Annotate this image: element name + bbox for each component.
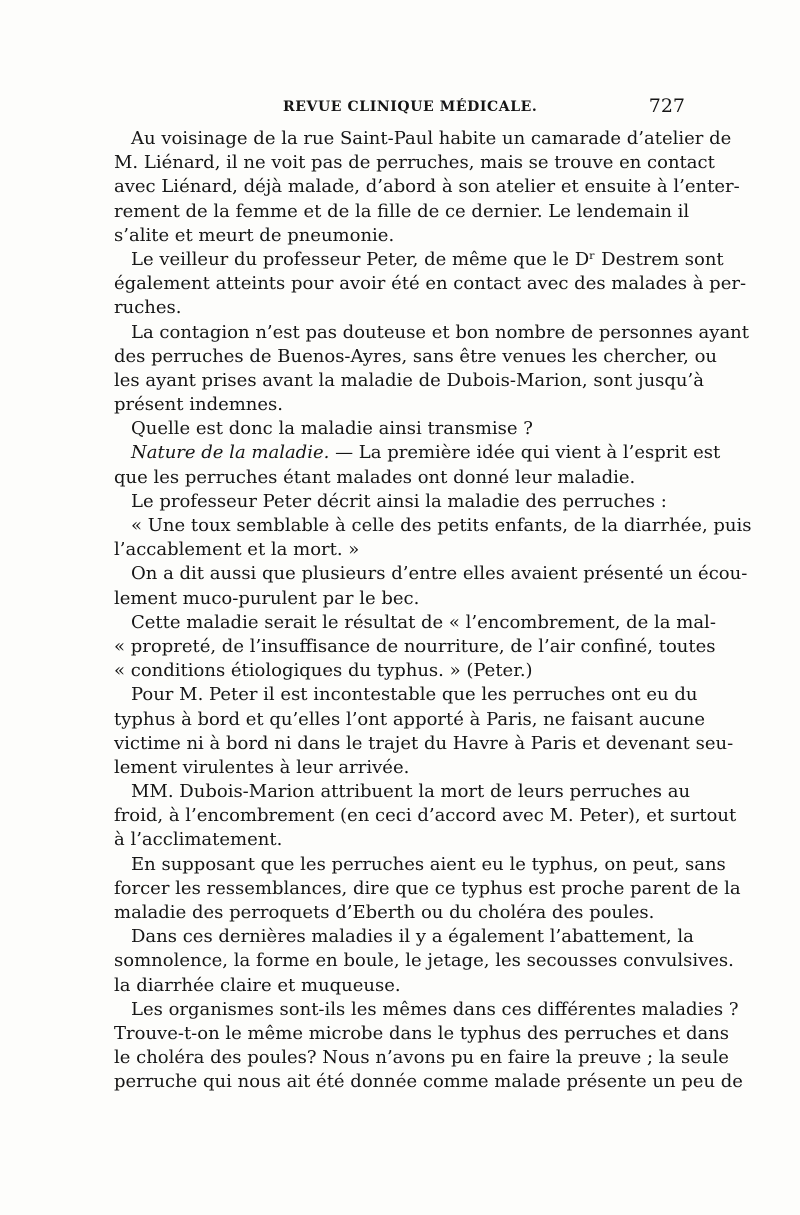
line-text: « conditions étiologiques du typhus. » (Peter.) — [114, 660, 533, 682]
text-line — [114, 514, 752, 538]
line-text: le choléra des poules? Nous n’avons pu en faire la preuve ; la seule — [114, 1047, 729, 1069]
text-line — [114, 732, 734, 756]
line-text: On a dit aussi que plusieurs d’entre elles avaient présenté un écou- — [131, 563, 748, 585]
line-text: que les perruches étant malades ont donné leur maladie. — [114, 466, 636, 488]
line-text: Les organismes sont-ils les mêmes dans ces différentes maladies ? — [131, 998, 739, 1020]
text-line — [114, 175, 740, 199]
line-text: Trouve-t-on le même microbe dans le typhus des perruches et dans — [114, 1022, 730, 1044]
running-title: REVUE CLINIQUE MÉDICALE. — [283, 99, 538, 115]
text-line — [114, 200, 690, 224]
line-text: également atteints pour avoir été en contact avec des malades à per- — [114, 273, 747, 295]
text-line — [114, 538, 686, 562]
text-line — [114, 635, 716, 659]
line-text: l’accablement et la mort. » — [114, 539, 360, 561]
line-text: La contagion n’est pas douteuse et bon nombre de personnes ayant — [131, 321, 750, 343]
text-line — [114, 611, 716, 635]
line-text: perruche qui nous ait été donnée comme malade présente un peu de — [114, 1071, 743, 1093]
text-line — [114, 853, 726, 877]
line-text: « propreté, de l’insuffisance de nourriture, de l’air confiné, toutes — [114, 635, 716, 657]
line-text: Quelle est donc la maladie ainsi transmise ? — [131, 418, 533, 440]
text-line — [114, 683, 698, 707]
italic-heading: Nature de la maladie. — [131, 442, 330, 464]
text-line — [114, 1070, 743, 1094]
line-text: victime ni à bord ni dans le trajet du Havre à Paris et devenant seu- — [114, 732, 734, 754]
line-text: Pour M. Peter il est incontestable que les perruches ont eu du — [131, 684, 698, 706]
line-text: forcer les ressemblances, dire que ce typhus est proche parent de la — [114, 877, 741, 899]
text-line — [114, 828, 686, 852]
text-line — [114, 127, 732, 151]
line-text: les ayant prises avant la maladie de Dubois-Marion, sont jusqu’à — [114, 369, 704, 391]
page-number: 727 — [648, 95, 685, 117]
line-text: « Une toux semblable à celle des petits enfants, de la diarrhée, puis — [131, 515, 752, 536]
text-line — [114, 708, 706, 732]
text-line — [114, 1046, 729, 1070]
text-line — [114, 248, 724, 272]
text-line — [114, 780, 691, 804]
line-text: avec Liénard, déjà malade, d’abord à son atelier et ensuite à l’enter- — [114, 176, 740, 198]
line-text: somnolence, la forme en boule, le jetage, les secousses convulsives. — [114, 950, 734, 972]
line-text: froid, à l’encombrement (en ceci d’accord avec M. Peter), et surtout — [114, 805, 737, 827]
text-line — [114, 974, 686, 998]
text-line — [114, 441, 721, 465]
text-line — [114, 877, 741, 901]
line-text: ruches. — [114, 297, 182, 319]
line-text: Le professeur Peter décrit ainsi la maladie des perruches : — [131, 490, 667, 512]
text-line — [114, 345, 718, 369]
text-line — [114, 490, 686, 514]
text-line — [114, 901, 686, 925]
text-line — [114, 393, 686, 417]
text-line — [114, 562, 748, 586]
text-line — [114, 998, 739, 1022]
line-text: maladie des perroquets d’Eberth ou du choléra des poules. — [114, 902, 655, 923]
line-text: s’alite et meurt de pneumonie. — [114, 224, 395, 246]
text-line — [114, 466, 686, 490]
line-text: Cette maladie serait le résultat de « l’encombrement, de la mal- — [131, 611, 716, 633]
line-text: MM. Dubois-Marion attribuent la mort de leurs perruches au — [131, 781, 691, 803]
text-line — [114, 659, 686, 683]
line-text: des perruches de Buenos-Ayres, sans être venues les chercher, ou — [114, 345, 718, 367]
text-line — [114, 151, 715, 175]
line-text: M. Liénard, il ne voit pas de perruches, mais se trouve en contact — [114, 152, 715, 174]
line-text: à l’acclimatement. — [114, 829, 283, 851]
line-text: présent indemnes. — [114, 394, 284, 416]
text-line — [114, 1022, 730, 1046]
text-line — [114, 756, 686, 780]
text-line — [114, 587, 686, 611]
line-text: Dans ces dernières maladies il y a également l’abattement, la — [131, 926, 694, 948]
text-line — [114, 925, 694, 949]
line-text: lement virulentes à leur arrivée. — [114, 756, 410, 778]
text-line — [114, 224, 686, 248]
text-line — [114, 272, 747, 296]
line-text: typhus à bord et qu’elles l’ont apporté à Paris, ne faisant aucune — [114, 708, 706, 730]
line-text: la diarrhée claire et muqueuse. — [114, 974, 401, 996]
line-text: lement muco-purulent par le bec. — [114, 587, 420, 609]
line-text: Au voisinage de la rue Saint-Paul habite un camarade d’atelier de — [131, 128, 732, 149]
text-line — [114, 296, 686, 320]
line-text: En supposant que les perruches aient eu le typhus, on peut, sans — [131, 853, 726, 875]
text-line — [114, 804, 737, 828]
line-text: — La première idée qui vient à l’esprit est — [329, 442, 721, 464]
text-line — [114, 417, 686, 441]
text-line — [114, 949, 734, 973]
page-header — [115, 97, 685, 121]
line-text: Le veilleur du professeur Peter, de même que le Dʳ Destrem sont — [131, 248, 724, 270]
body-text — [114, 127, 752, 1095]
text-line — [114, 321, 750, 345]
line-text: rement de la femme et de la fille de ce dernier. Le lendemain il — [114, 200, 690, 222]
text-line — [114, 369, 704, 393]
